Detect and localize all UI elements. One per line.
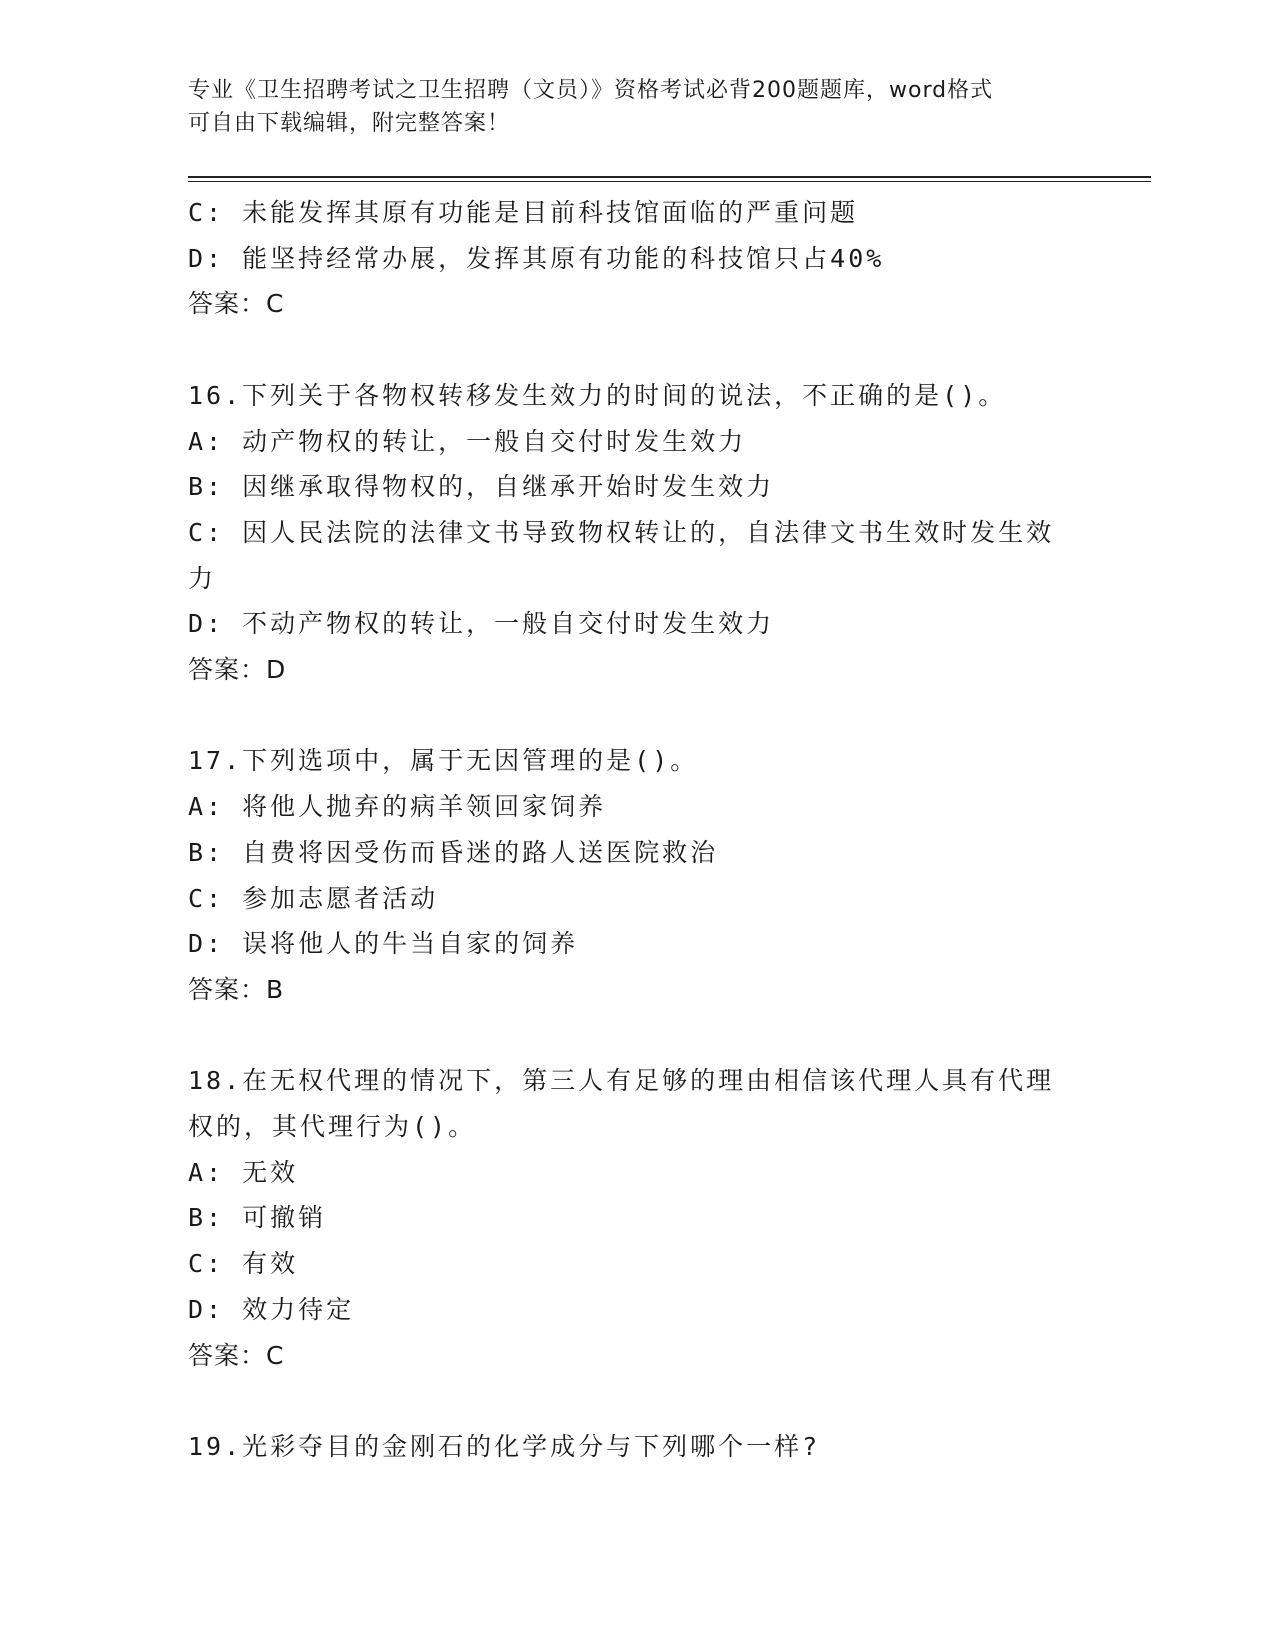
- spacer: [188, 1378, 1068, 1424]
- header-line-2: 可自由下载编辑，附完整答案！: [188, 111, 511, 136]
- spacer: [188, 327, 1068, 373]
- option-c: C: 参加志愿者活动: [188, 883, 439, 913]
- question-19: [188, 1424, 1068, 1470]
- question-stem: 16.下列关于各物权转移发生效力的时间的说法，不正确的是()。: [188, 380, 1007, 410]
- option-d: D: 效力待定: [188, 1294, 355, 1324]
- question-18: [188, 1058, 1068, 1378]
- question-stem: 19.光彩夺目的金刚石的化学成分与下列哪个一样?: [188, 1431, 821, 1461]
- question-17: [188, 738, 1068, 1012]
- option-b: B: 可撤销: [188, 1203, 327, 1233]
- spacer: [188, 1013, 1068, 1059]
- option-d: D: 误将他人的牛当自家的饲养: [188, 929, 579, 959]
- header-divider-thick: [188, 176, 1151, 178]
- question-stem: 18.在无权代理的情况下，第三人有足够的理由相信该代理人具有代理: [188, 1066, 1055, 1096]
- header-divider-thin: [188, 181, 1151, 182]
- question-stem-continued: 权的，其代理行为()。: [188, 1112, 477, 1142]
- question-16: [188, 373, 1068, 693]
- option-b: B: 自费将因受伤而昏迷的路人送医院救治: [188, 837, 719, 867]
- option-c-continued: 力: [188, 563, 217, 593]
- document-header: [188, 74, 1068, 140]
- option-a: A: 无效: [188, 1157, 299, 1187]
- answer-line: 答案：D: [188, 655, 287, 685]
- option-c: C: 因人民法院的法律文书导致物权转让的，自法律文书生效时发生效: [188, 517, 1055, 547]
- answer-line: 答案：B: [188, 974, 285, 1004]
- option-b: B: 因继承取得物权的，自继承开始时发生效力: [188, 472, 775, 502]
- option-d: D: 能坚持经常办展，发挥其原有功能的科技馆只占40%: [188, 243, 885, 273]
- option-d: D: 不动产物权的转让，一般自交付时发生效力: [188, 609, 775, 639]
- option-c: C: 未能发挥其原有功能是目前科技馆面临的严重问题: [188, 198, 859, 227]
- answer-line: 答案：C: [188, 1340, 285, 1370]
- option-c: C: 有效: [188, 1249, 299, 1279]
- option-a: A: 动产物权的转让，一般自交付时发生效力: [188, 426, 747, 456]
- option-a: A: 将他人抛弃的病羊领回家饲养: [188, 792, 607, 822]
- spacer: [188, 693, 1068, 739]
- question-15: [188, 190, 1068, 327]
- answer-line: 答案：C: [188, 289, 285, 319]
- question-stem: 17.下列选项中，属于无因管理的是()。: [188, 746, 699, 776]
- header-line-1: 专业《卫生招聘考试之卫生招聘（文员）》资格考试必背200题题库，word格式: [188, 78, 994, 103]
- question-list: [188, 190, 1068, 1470]
